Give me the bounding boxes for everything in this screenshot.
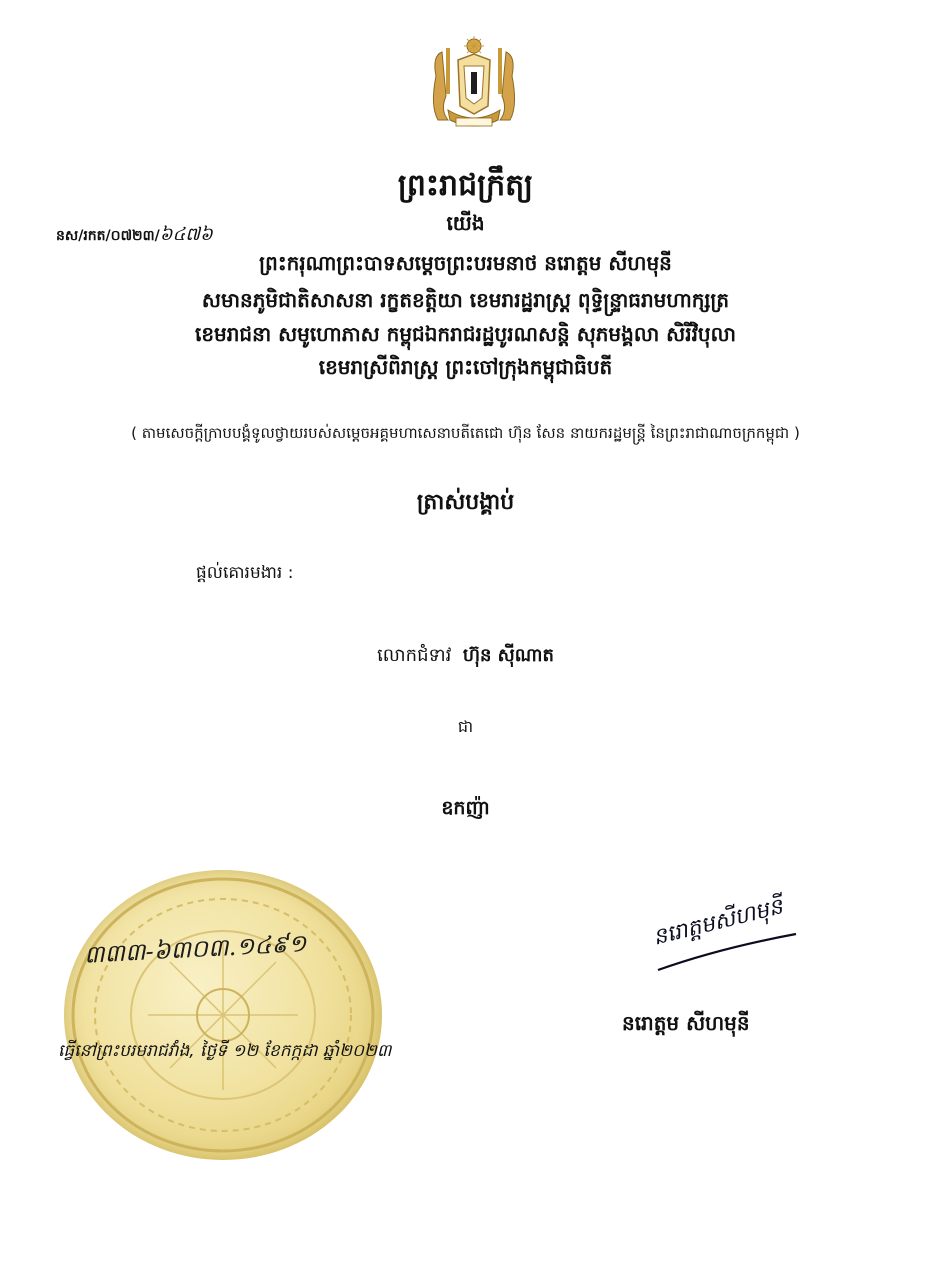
decree-heading: ត្រាស់បង្គាប់: [416, 490, 515, 515]
reference-number: នស/រកត/០៧២៣/៦៤៧៦: [56, 224, 213, 245]
honoree-prefix: លោកជំទាវ: [377, 645, 452, 666]
conferred-title: ឧកញ៉ា: [441, 797, 490, 819]
king-title-line: ខេមរាជនា សមូហោភាស កម្ពុជឯករាជរដ្ឋបូរណសន្តិ សុភមង្គលា សិរីវិបុលា: [194, 322, 737, 346]
signature-handwriting: នរោត្តមសីហមុនី: [650, 894, 786, 951]
we-heading: យើង: [446, 211, 485, 235]
king-title-line: ខេមរាស្រីពិរាស្ត្រ ព្រះចៅក្រុងកម្ពុជាធិបតី: [318, 355, 613, 379]
reference-handwritten: ៦៤៧៦: [159, 224, 213, 245]
royal-seal: [64, 870, 382, 1160]
signer-name: នរោត្តម សីហមុនី: [622, 1011, 750, 1035]
honoree-name: ហ៊ុន ស៊ីណាត: [462, 645, 554, 666]
grant-label: ផ្តល់គោរមងារ :: [196, 563, 294, 583]
honoree-line: [0, 643, 931, 670]
place-and-date: ធ្វើនៅព្រះបរមរាជវាំង, ថ្ងៃទី ១២ ខែកក្កដា ឆ្នាំ២០២៣: [58, 1041, 392, 1061]
certificate-number-handwritten: ៣៣៣-៦៣០៣.១៤៩១: [83, 929, 308, 969]
royal-emblem: [428, 36, 520, 134]
seal-pattern-icon: [64, 870, 382, 1160]
basis-clause: ( តាមសេចក្តីក្រាបបង្គំទូលថ្វាយរបស់សម្តេចអគ្គមហាសេនាបតីតេជោ ហ៊ុន សែន នាយករដ្ឋមន្ត្រី នៃព្រះរាជាណាចក្រកម្ពុជា ): [131, 424, 800, 442]
king-title-line: សមានភូមិជាតិសាសនា រក្ខតខត្តិយា ខេមរារដ្ឋរាស្ត្រ ពុទ្ធិន្ទ្រាធរាមហាក្សត្រ: [201, 288, 730, 312]
king-title-line: ព្រះករុណាព្រះបាទសម្តេចព្រះបរមនាថ នរោត្តម សីហមុនី: [259, 251, 672, 275]
as-word: ជា: [457, 717, 474, 736]
document-title: ព្រះរាជក្រឹត្យ: [397, 168, 534, 203]
